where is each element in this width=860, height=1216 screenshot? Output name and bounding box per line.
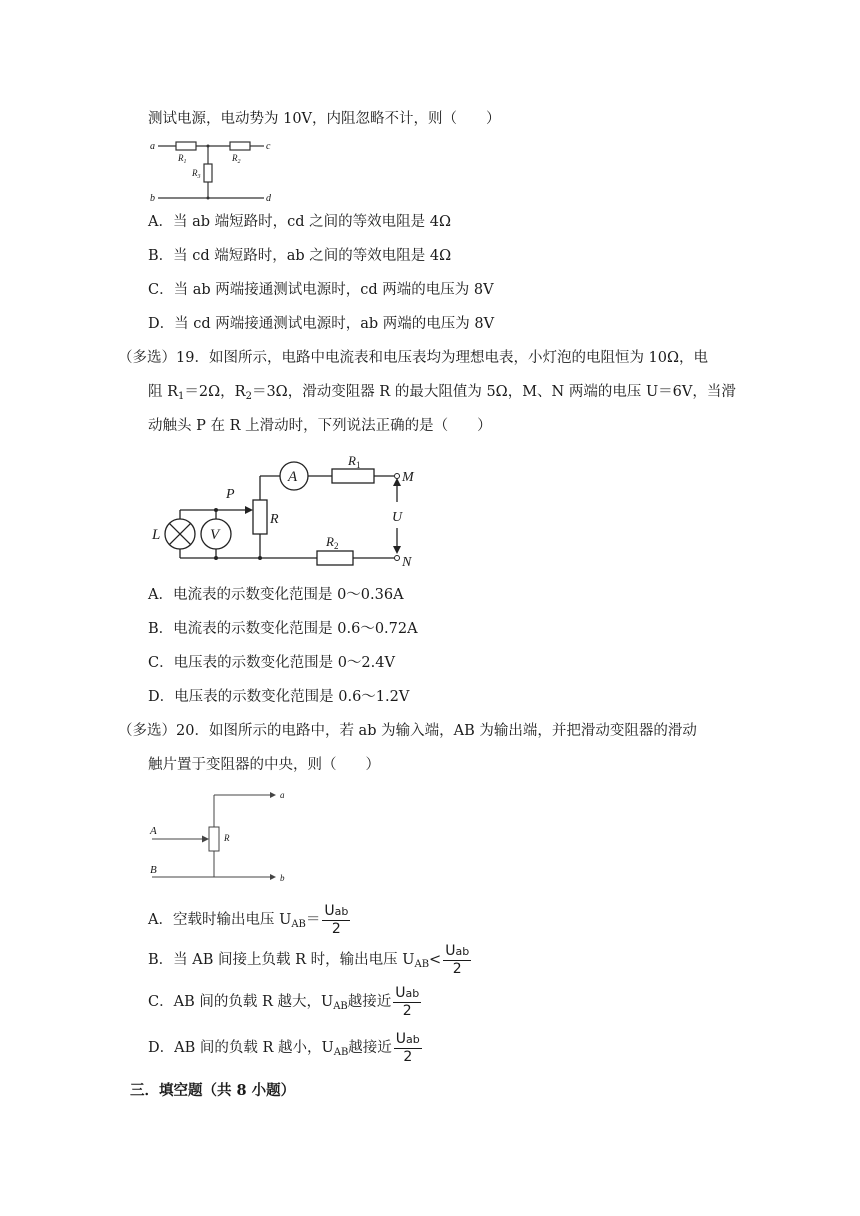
q18-label-a: a [150,141,155,152]
q20-option-a: A．空载时输出电压 $U_{AB}=$ $\frac{\text{Uab}}{2}$ [148,903,349,937]
q20-stem-line2: 触片置于变阻器的中央，则（ ） [148,757,380,773]
q19-voltmeter-label: V [210,527,220,543]
q19-slider-label: P [226,487,235,502]
q18-option-d: D．当 cd 两端接通测试电源时，ab 两端的电压为 8V [148,316,495,332]
q19-r1-label: $R_1$ [348,453,361,470]
q20-terminal-a: a [280,790,285,800]
q18-circuit-diagram [148,138,278,206]
q18-label-r2: $R_2$ [232,153,241,165]
q18-label-r1: $R_1$ [178,153,187,165]
q19-terminal-n: N [402,555,412,570]
q20-option-d: D．AB 间的负载 R 越小，$U_{AB}$越接近 $\frac{\text{Uab}}{2}$ [148,1031,420,1065]
q20-fraction: $\frac{\text{Uab}}{2}$ [395,1031,420,1065]
q20-fraction: $\frac{\text{Uab}}{2}$ [324,903,349,937]
q19-voltage-label: U [392,510,403,525]
q20-stem-line1: （多选）20．如图所示的电路中，若 ab 为输入端，AB 为输出端，并把滑动变阻器的滑动 [118,723,697,739]
q19-option-d: D．电压表的示数变化范围是 0.6～1.2V [148,689,410,705]
q20-fraction: $\frac{\text{Uab}}{2}$ [395,985,420,1019]
q18-label-d: d [266,193,271,204]
q20-circuit-diagram [148,790,288,890]
q19-lamp-label: L [152,527,161,543]
q19-rheostat-label: R [270,512,279,527]
q20-terminal-A: A [150,825,157,837]
q19-option-a: A．电流表的示数变化范围是 0～0.36A [148,587,404,603]
q18-label-c: c [266,141,271,152]
section-heading: 三．填空题（共 8 小题） [130,1082,296,1099]
q19-stem-line1: （多选）19．如图所示，电路中电流表和电压表均为理想电表，小灯泡的电阻恒为 10Ω，电 [118,350,709,366]
q19-circuit-diagram [150,450,420,575]
q20-terminal-b: b [280,873,285,883]
q18-option-a: A．当 ab 端短路时，cd 之间的等效电阻是 4Ω [148,214,451,230]
q20-rheostat-label: R [224,833,230,843]
q18-option-b: B．当 cd 端短路时，ab 之间的等效电阻是 4Ω [148,248,452,264]
q18-label-r3: $R_3$ [192,168,201,180]
q19-r2-label: $R_2$ [326,534,339,551]
q20-fraction: $\frac{\text{Uab}}{2}$ [445,943,470,977]
q19-option-b: B．电流表的示数变化范围是 0.6～0.72A [148,621,418,637]
q19-option-c: C．电压表的示数变化范围是 0～2.4V [148,655,395,671]
q20-terminal-B: B [150,864,157,876]
q18-option-c: C．当 ab 两端接通测试电源时，cd 两端的电压为 8V [148,282,494,298]
q19-ammeter-label: A [288,469,298,485]
q19-stem-line3: 动触头 P 在 R 上滑动时，下列说法正确的是（ ） [148,418,492,434]
q20-option-c: C．AB 间的负载 R 越大，$U_{AB}$越接近 $\frac{\text{Uab}}{2}$ [148,985,420,1019]
q20-option-b: B．当 AB 间接上负载 R 时，输出电压 $U_{AB}<$ $\frac{\text{Uab}}{2}$ [148,943,470,977]
q19-stem-line2: 阻 $R_1=2\Omega$，$R_2=3\Omega$，滑动变阻器 R 的最大阻值为 5Ω，M、N 两端的电压 U＝6V，当滑 [148,384,736,402]
q18-stem-tail: 测试电源，电动势为 10V，内阻忽略不计，则（ ） [148,111,501,127]
q19-terminal-m: M [402,470,414,485]
q18-label-b: b [150,193,155,204]
